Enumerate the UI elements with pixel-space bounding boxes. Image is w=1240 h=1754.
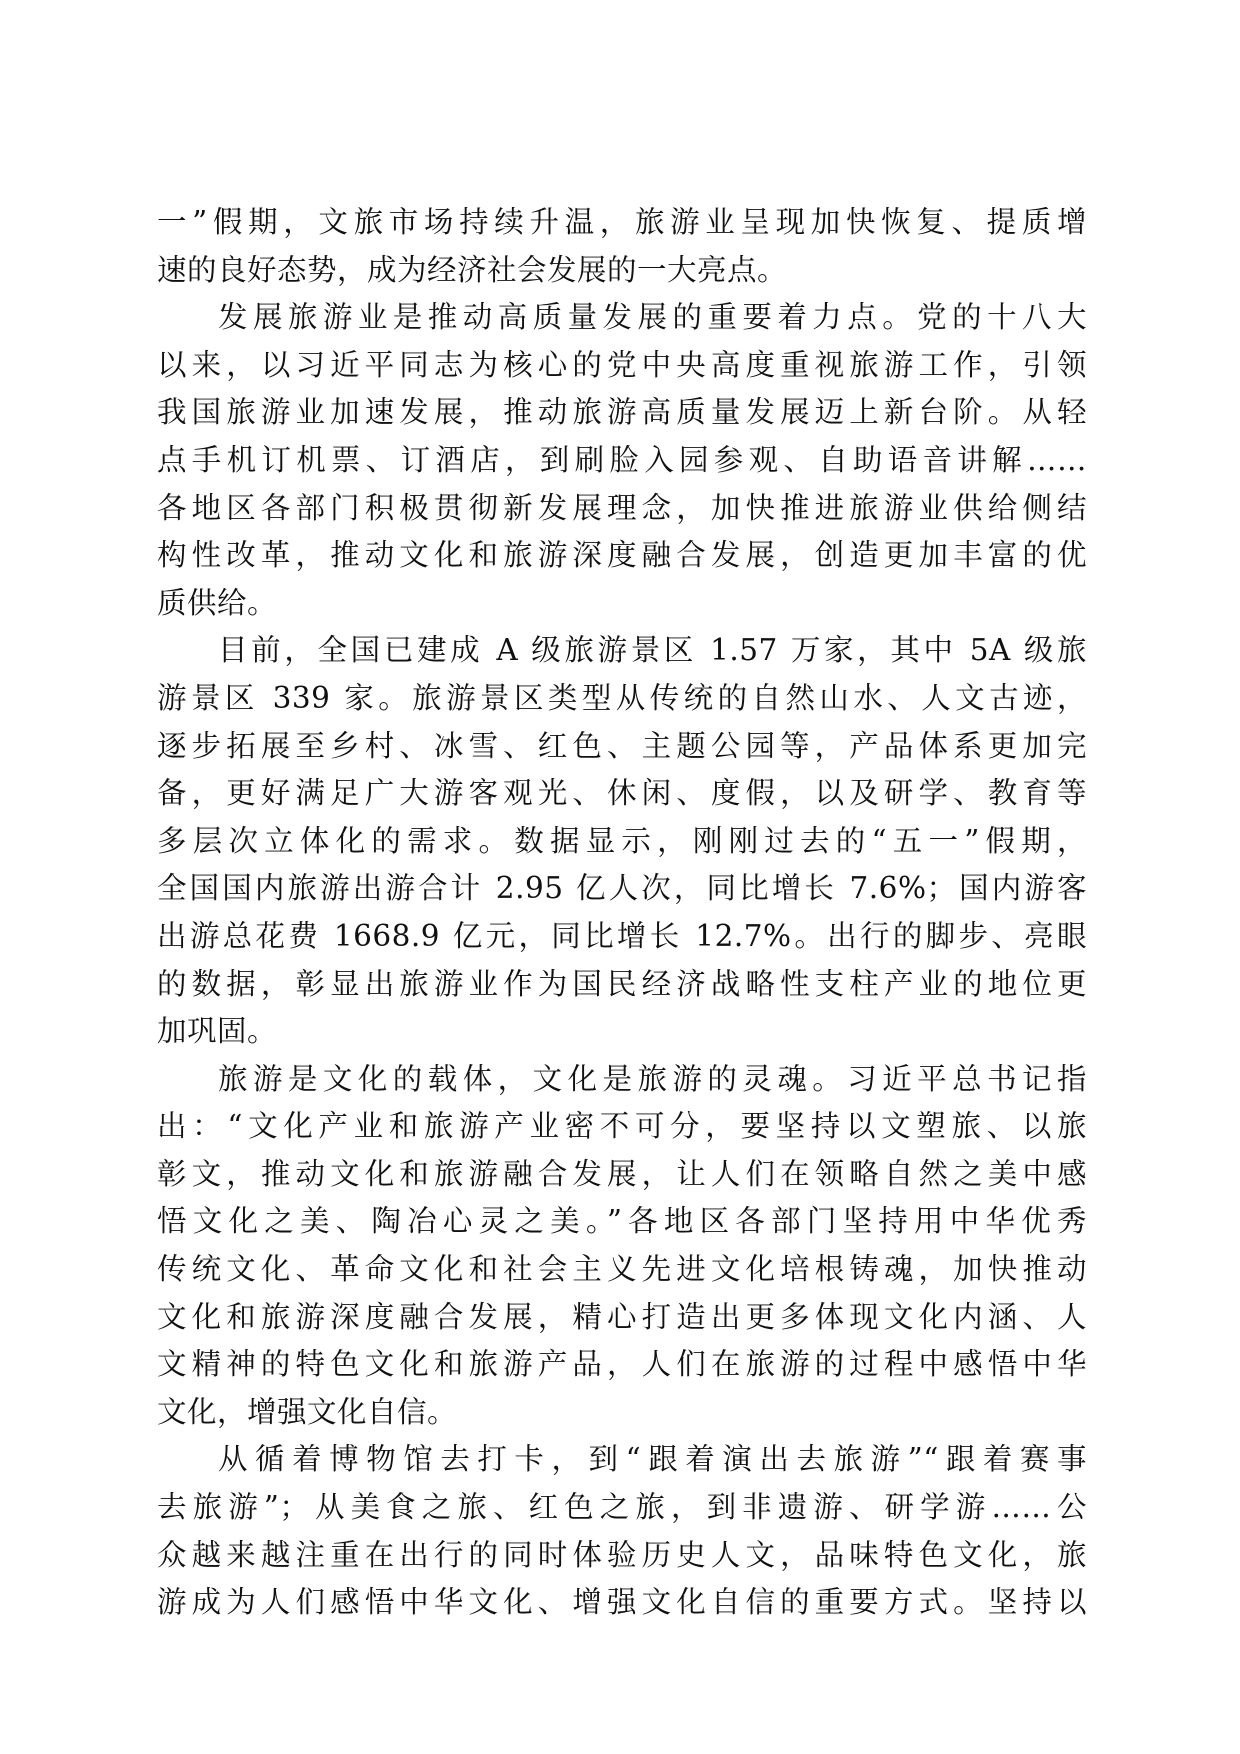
text-line: 全国国内旅游出游合计 2.95 亿人次，同比增长 7.6%；国内游客 <box>157 871 1087 906</box>
text-line: 逐步拓展至乡村、冰雪、红色、主题公园等，产品体系更加完 <box>157 728 1087 763</box>
text-line: 各地区各部门积极贯彻新发展理念，加快推进旅游业供给侧结 <box>157 490 1087 525</box>
text-line: 发展旅游业是推动高质量发展的重要着力点。党的十八大 <box>218 300 1087 335</box>
text-line: 从循着博物馆去打卡，到“跟着演出去旅游”“跟着赛事 <box>218 1442 1087 1477</box>
text-line: 游成为人们感悟中华文化、增强文化自信的重要方式。坚持以 <box>157 1585 1087 1620</box>
text-line: 旅游是文化的载体，文化是旅游的灵魂。习近平总书记指 <box>218 1061 1087 1096</box>
text-line: 彰文，推动文化和旅游融合发展，让人们在领略自然之美中感 <box>157 1156 1087 1191</box>
text-line: 悟文化之美、陶冶心灵之美。”各地区各部门坚持用中华优秀 <box>157 1204 1087 1239</box>
text-line: 点手机订机票、订酒店，到刷脸入园参观、自助语音讲解…… <box>157 442 1087 477</box>
text-line: 出：“文化产业和旅游产业密不可分，要坚持以文塑旅、以旅 <box>157 1109 1087 1144</box>
text-line: 文精神的特色文化和旅游产品，人们在旅游的过程中感悟中华 <box>157 1347 1087 1382</box>
text-line: 一”假期，文旅市场持续升温，旅游业呈现加快恢复、提质增 <box>157 205 1087 239</box>
text-line: 构性改革，推动文化和旅游深度融合发展，创造更加丰富的优 <box>157 538 1087 573</box>
text-line: 质供给。 <box>157 585 278 620</box>
paragraph <box>157 1056 1087 1437</box>
text-line: 文化，增强文化自信。 <box>157 1394 458 1429</box>
text-line: 多层次立体化的需求。数据显示，刚刚过去的“五一”假期， <box>157 823 1087 858</box>
text-line: 文化和旅游深度融合发展，精心打造出更多体现文化内涵、人 <box>157 1299 1087 1334</box>
paragraph <box>157 1436 1087 1626</box>
article-body <box>157 199 1087 1627</box>
text-line: 备，更好满足广大游客观光、休闲、度假，以及研学、教育等 <box>157 776 1087 811</box>
text-line: 去旅游”；从美食之旅、红色之旅，到非遗游、研学游……公 <box>157 1490 1087 1525</box>
text-line: 传统文化、革命文化和社会主义先进文化培根铸魂，加快推动 <box>157 1252 1087 1287</box>
paragraph <box>157 294 1087 627</box>
text-line: 加巩固。 <box>157 1014 278 1049</box>
paragraph <box>157 627 1087 1055</box>
text-line: 游景区 339 家。旅游景区类型从传统的自然山水、人文古迹， <box>157 680 1087 715</box>
text-line: 出游总花费 1668.9 亿元，同比增长 12.7%。出行的脚步、亮眼 <box>157 918 1087 953</box>
text-line: 以来，以习近平同志为核心的党中央高度重视旅游工作，引领 <box>157 347 1087 382</box>
text-line: 目前，全国已建成 A 级旅游景区 1.57 万家，其中 5A 级旅 <box>218 633 1087 668</box>
text-line: 的数据，彰显出旅游业作为国民经济战略性支柱产业的地位更 <box>157 966 1087 1001</box>
paragraph <box>157 199 1087 294</box>
text-line: 我国旅游业加速发展，推动旅游高质量发展迈上新台阶。从轻 <box>157 395 1087 430</box>
text-line: 众越来越注重在出行的同时体验历史人文，品味特色文化，旅 <box>157 1537 1087 1572</box>
text-line: 速的良好态势，成为经济社会发展的一大亮点。 <box>157 252 788 287</box>
